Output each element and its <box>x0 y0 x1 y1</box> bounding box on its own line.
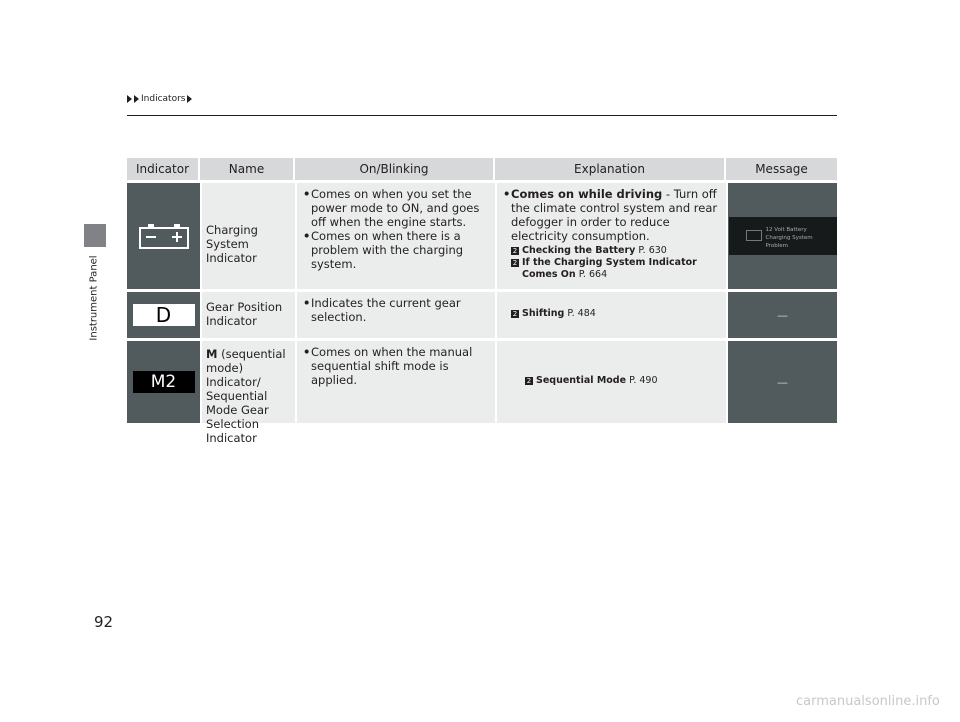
breadcrumb-arrow-icon <box>187 95 192 103</box>
column-header: Explanation <box>495 158 726 180</box>
breadcrumb <box>127 94 192 104</box>
indicator-cell <box>127 341 200 423</box>
name-cell: M (sequential mode) Indicator/ Sequential Mode Gear Selection Indicator <box>200 341 295 423</box>
message-screen: 12 Volt Battery Charging System Problem <box>729 217 837 255</box>
breadcrumb-arrow-icon <box>127 95 132 103</box>
reference-arrow-icon: 2 <box>526 377 532 385</box>
page-number: 92 <box>94 613 114 631</box>
breadcrumb-label: Indicators <box>141 94 186 104</box>
page-reference-link[interactable]: 2 If the Charging System Indicator Comes On P. 664 <box>512 257 697 280</box>
on-blinking-cell: • Indicates the current gear selection. <box>295 292 495 338</box>
table-row <box>127 292 837 338</box>
header-rule <box>127 115 837 116</box>
reference-arrow-icon: 2 <box>512 247 518 255</box>
on-blinking-cell: • Comes on when you set the power mode to ON, and goes off when the engine starts. • Comes on when there is a problem with the charging system. <box>295 183 495 289</box>
on-blinking-cell: • Comes on when the manual sequential shift mode is applied. <box>295 341 495 423</box>
gear-position-icon: D <box>133 304 195 326</box>
battery-icon <box>746 230 762 241</box>
column-header: Message <box>755 162 808 176</box>
sequential-mode-icon: M2 <box>133 371 195 393</box>
page-reference-link[interactable]: 2 Sequential Mode P. 490 <box>526 375 658 386</box>
message-cell <box>726 183 837 289</box>
explanation-cell: • Comes on while driving - Turn off the climate control system and rear defogger in order to reduce electricity consumption. 2 Checking the Battery P. 630 2 If the Charging System Indicator Comes On P. 664 <box>495 183 726 289</box>
indicator-cell <box>127 183 200 289</box>
watermark: carmanualsonline.info <box>796 694 940 709</box>
column-header: On/Blinking <box>295 158 495 180</box>
table-row <box>127 183 837 289</box>
section-label: Instrument Panel <box>88 255 100 341</box>
name-cell: Gear Position Indicator <box>200 292 295 338</box>
message-cell: — <box>726 341 837 423</box>
column-header: Name <box>200 158 295 180</box>
battery-icon <box>139 223 189 249</box>
reference-arrow-icon: 2 <box>512 259 518 267</box>
reference-arrow-icon: 2 <box>512 310 518 318</box>
section-tab <box>84 224 106 247</box>
page-reference-link[interactable]: 2 Checking the Battery P. 630 <box>512 245 667 256</box>
indicator-table <box>127 158 837 445</box>
indicator-cell <box>127 292 200 338</box>
table-header <box>127 158 837 180</box>
explanation-cell <box>495 292 726 338</box>
column-header: Indicator <box>127 158 200 180</box>
page-reference-link[interactable]: 2 Shifting P. 484 <box>512 308 596 319</box>
table-row <box>127 341 837 445</box>
explanation-cell <box>495 341 726 423</box>
message-cell: — <box>726 292 837 338</box>
name-cell: Charging System Indicator <box>200 183 295 289</box>
breadcrumb-arrow-icon <box>134 95 139 103</box>
